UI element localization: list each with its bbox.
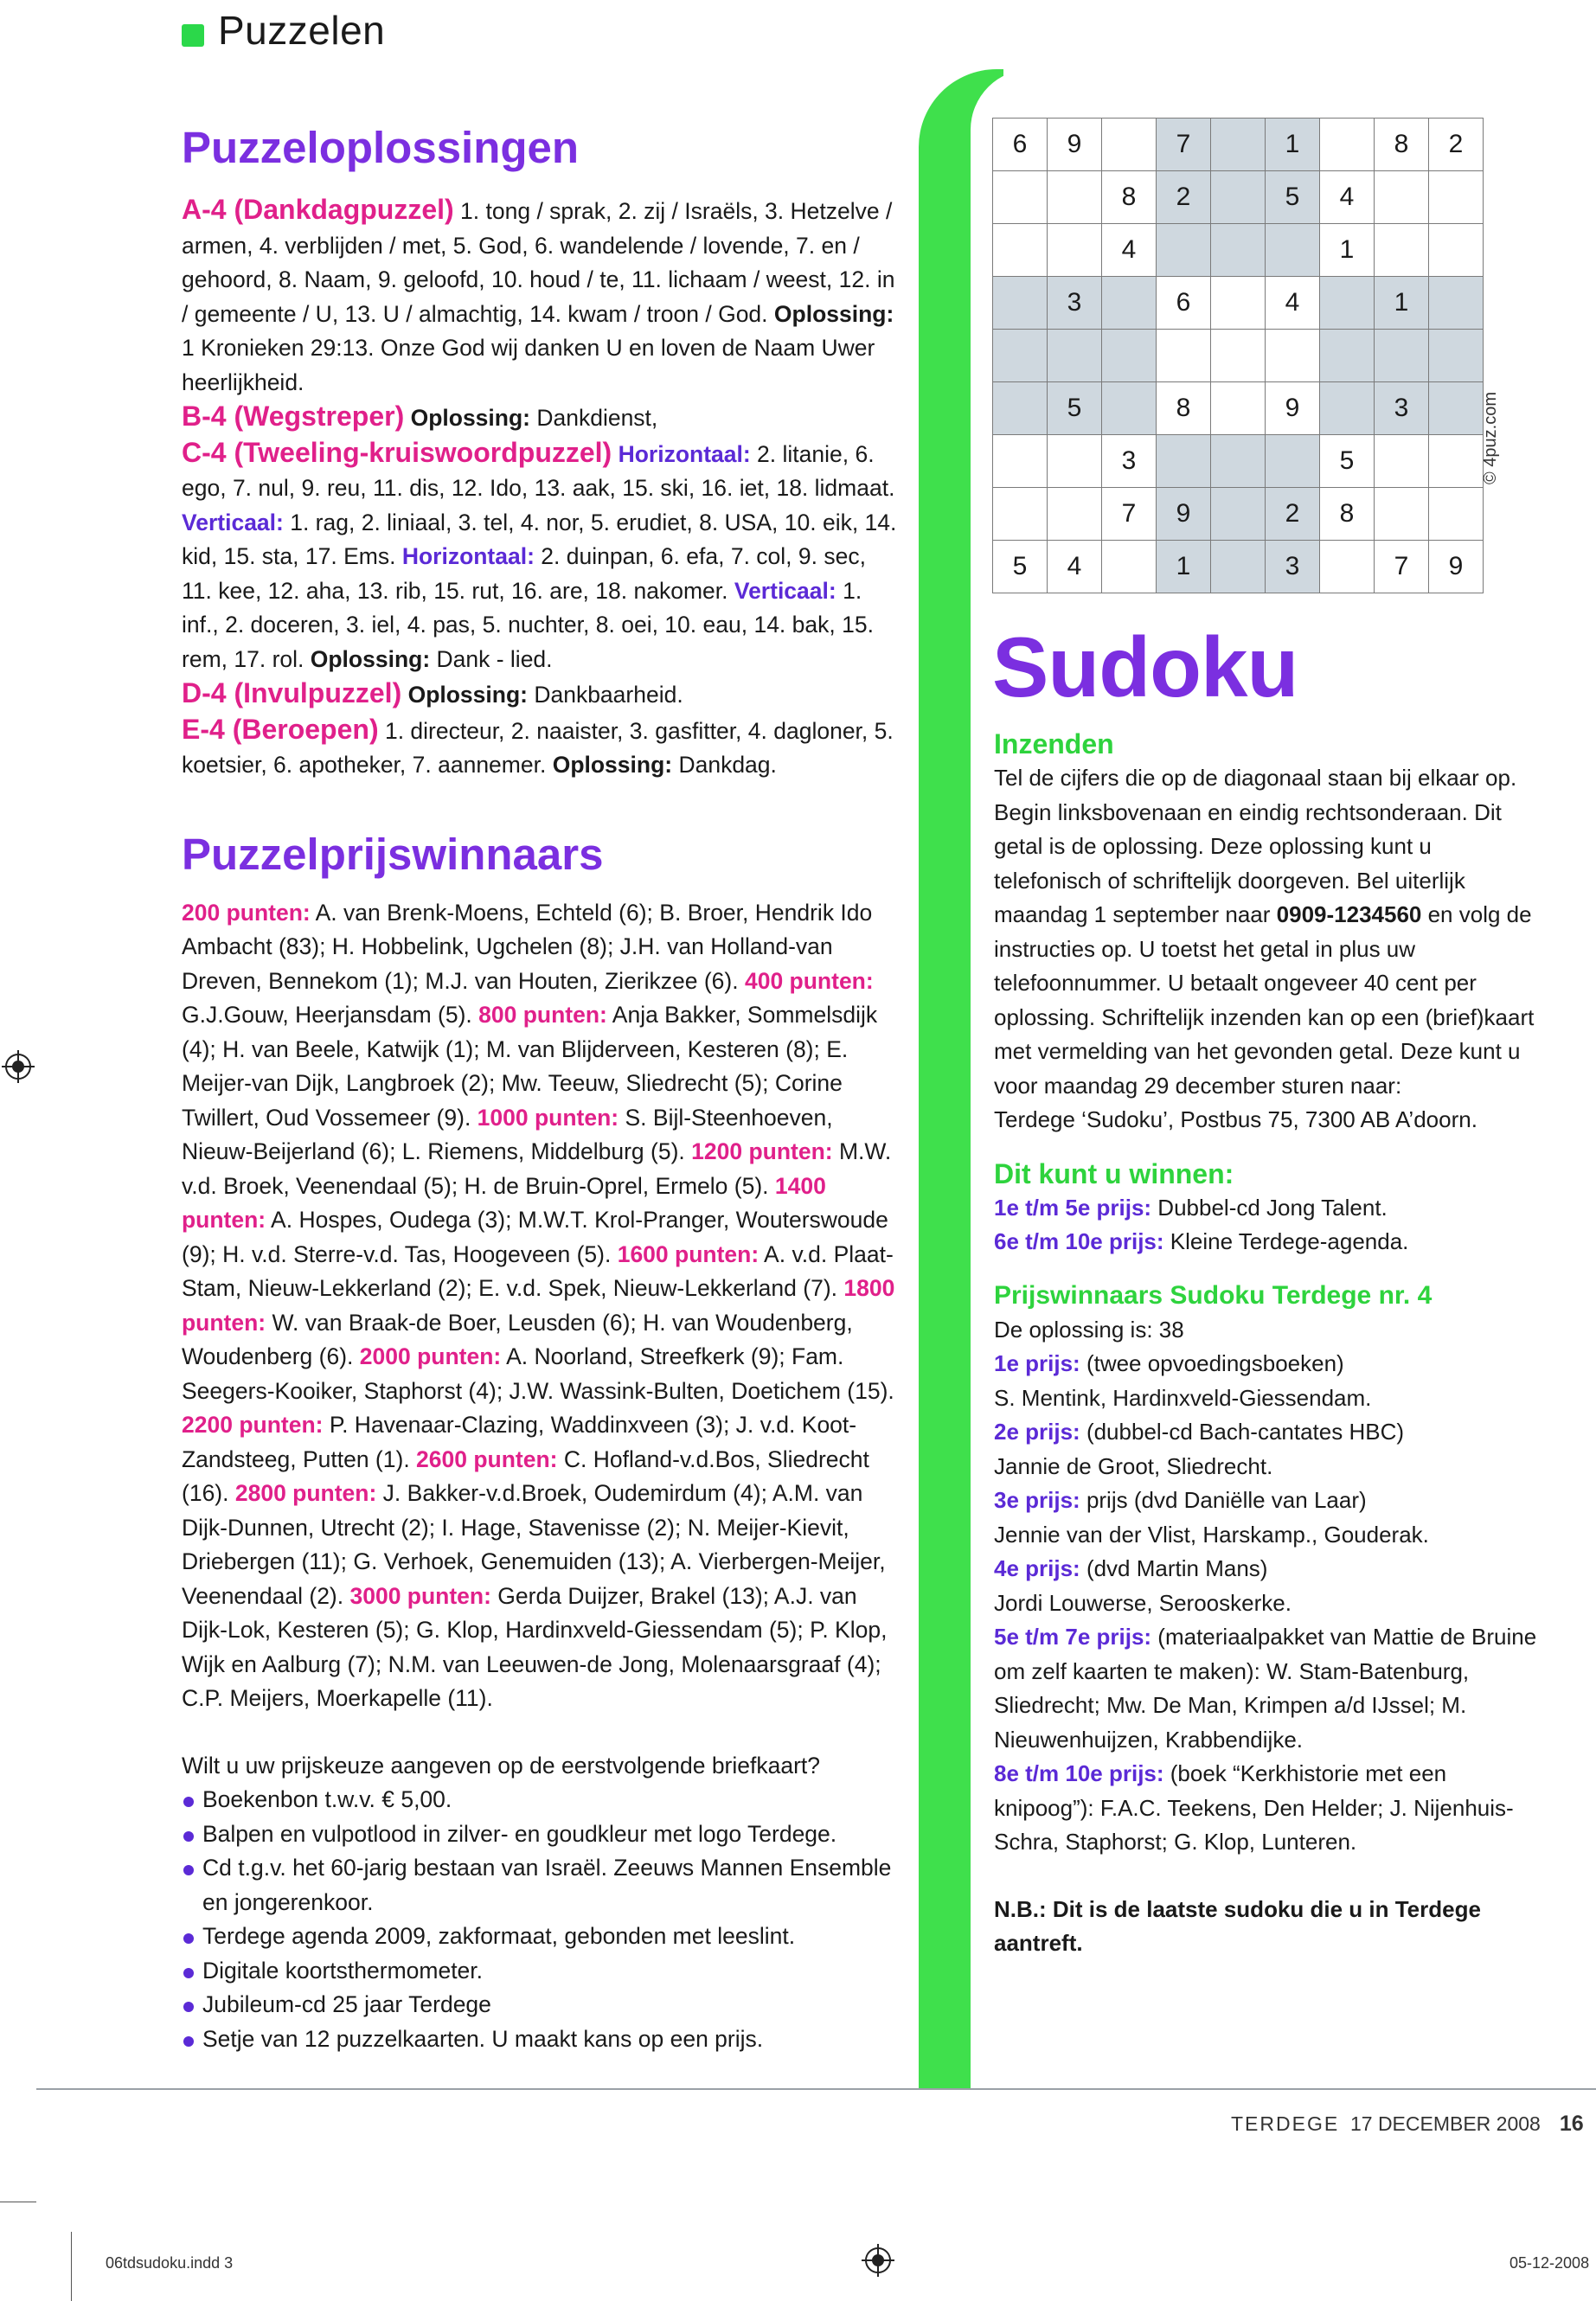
- page-footer: [1231, 2112, 1584, 2137]
- sudoku-cell: 7: [1157, 119, 1211, 171]
- registration-mark-icon: [865, 2247, 891, 2273]
- sudoku-cell: [1375, 171, 1429, 224]
- sudoku-cell: 3: [1375, 382, 1429, 435]
- prize-choice-list: [182, 1783, 900, 2056]
- copyright-note: © 4puz.com: [1481, 391, 1500, 484]
- sudoku-row: [993, 171, 1484, 224]
- sudoku-cell: 9: [1266, 382, 1320, 435]
- sudoku-cell: [1429, 224, 1484, 277]
- sudoku-row: [993, 277, 1484, 330]
- sudoku-cell: [1429, 330, 1484, 382]
- sudoku-cell: 5: [993, 541, 1048, 593]
- issue-date: 17 DECEMBER 2008: [1349, 2112, 1541, 2135]
- sudoku-cell: [1266, 435, 1320, 488]
- sudoku-cell: [1211, 382, 1266, 435]
- sudoku-cell: [1320, 330, 1375, 382]
- list-item: Balpen en vulpotlood in zilver- en goudkleur met logo Terdege.: [182, 1817, 900, 1852]
- sudoku-cell: [1211, 330, 1266, 382]
- crop-mark: [71, 2232, 72, 2301]
- sudoku-cell: 9: [1157, 488, 1211, 541]
- section-title: Puzzelen: [218, 8, 386, 53]
- sudoku-cell: [1048, 435, 1102, 488]
- sudoku-cell: [993, 330, 1048, 382]
- sudoku-cell: [1320, 119, 1375, 171]
- sudoku-cell: [1429, 488, 1484, 541]
- sudoku-cell: 7: [1102, 488, 1157, 541]
- sudoku-row: [993, 541, 1484, 593]
- puzzle-a4-heading: A-4 (Dankdagpuzzel): [182, 194, 454, 226]
- sudoku-cell: 4: [1320, 171, 1375, 224]
- sudoku-row: [993, 119, 1484, 171]
- magazine-name: TERDEGE: [1231, 2112, 1340, 2135]
- sudoku-row: [993, 330, 1484, 382]
- sudoku-cell: [1429, 277, 1484, 330]
- sudoku-cell: 6: [1157, 277, 1211, 330]
- sudoku-cell: [1102, 119, 1157, 171]
- sudoku-grid: [992, 118, 1484, 593]
- sudoku-cell: 8: [1375, 119, 1429, 171]
- sudoku-cell: 3: [1102, 435, 1157, 488]
- sudoku-cell: 5: [1048, 382, 1102, 435]
- prize-list: 1e t/m 5e prijs: Dubbel-cd Jong Talent. 6e t/m 10e prijs: Kleine Terdege-agenda.: [994, 1194, 1409, 1254]
- sudoku-cell: 3: [1048, 277, 1102, 330]
- sudoku-cell: [1157, 330, 1211, 382]
- sudoku-cell: [1211, 171, 1266, 224]
- sudoku-cell: [1320, 382, 1375, 435]
- sudoku-cell: 2: [1429, 119, 1484, 171]
- sudoku-winner-list: 1e prijs: (twee opvoedingsboeken) S. Mentink, Hardinxveld-Giessendam. 2e prijs: (dubbel-cd Bach-cantates HBC) Jannie de Groot, Sliedrecht. 3e prijs: prijs (dvd Daniëlle van Laar) Jennie van der Vlist, Harskamp., Gouderak. 4e prijs: (dvd Martin Mans) Jordi Louwerse, Serooskerke. 5e t/m 7e prijs: (materiaalpakket van Mattie de Bruine om zelf kaarten te maken): W. Stam-Batenburg, Sliedrecht; Mw. De Man, Krimpen a/d IJssel; M. Nieuwenhuijzen, Krabbendijke. 8e t/m 10e prijs: (boek “Kerkhistorie met een knipoog”): F.A.C. Teekens, Den Helder; J. Nijenhuis-Schra, Staphorst; G. Klop, Lunteren.: [994, 1350, 1537, 1855]
- sudoku-cell: [1211, 277, 1266, 330]
- list-item: Boekenbon t.w.v. € 5,00.: [182, 1783, 900, 1817]
- slug-filename: 06tdsudoku.indd 3: [106, 2254, 234, 2272]
- sudoku-cell: [1048, 488, 1102, 541]
- solutions-text: A-4 (Dankdagpuzzel) 1. tong / sprak, 2. zij / Israëls, 3. Hetzelve / armen, 4. verblijden / met, 5. God, 6. wandelende / lovende, 7. en / gehoord, 8. Naam, 9. geloofd, 10. houd / te, 11. lichaam / weest, 12. in / gemeente / U, 13. U / almachtig, 14. kwam / troon / God. Oplossing: 1 Kronieken 29:13. Onze God wij danken U en loven de Naam Uwer heerlijkheid. B-4 (Wegstreper) Oplossing: Dankdienst, C-4 (Tweeling-kruiswoordpuzzel) Horizontaal: 2. litanie, 6. ego, 7. nul, 9. reu, 11. dis, 12. Ido, 13. aak, 15. ski, 16. iet, 18. lidmaat. Verticaal: 1. rag, 2. liniaal, 3. tel, 4. nor, 5. erudiet, 8. USA, 10. eik, 14. kid, 15. sta, 17. Ems. Horizontaal: 2. duinpan, 6. efa, 7. col, 9. sec, 11. kee, 12. aha, 13. rib, 15. rut, 16. are, 18. nakomer. Verticaal: 1. inf., 2. doceren, 3. iel, 4. pas, 5. nuchter, 8. oei, 10. eau, 14. bak, 15. rem, 17. rol. Oplossing: Dank - lied. D-4 (Invulpuzzel) Oplossing: Dankbaarheid. E-4 (Beroepen) 1. directeur, 2. naaister, 3. gasfitter, 4. dagloner, 5. koetsier, 6. apotheker, 7. aannemer. Oplossing: Dankdag.: [182, 194, 897, 779]
- sudoku-cell: [993, 488, 1048, 541]
- sudoku-cell: 5: [1266, 171, 1320, 224]
- sudoku-cell: 2: [1266, 488, 1320, 541]
- sudoku-cell: [1266, 330, 1320, 382]
- sudoku-cell: [1429, 435, 1484, 488]
- sudoku-cell: [1102, 330, 1157, 382]
- sudoku-cell: [1048, 171, 1102, 224]
- sudoku-cell: 9: [1048, 119, 1102, 171]
- sudoku-cell: 4: [1048, 541, 1102, 593]
- right-column: [994, 727, 1539, 1961]
- sudoku-cell: [993, 382, 1048, 435]
- sudoku-row: [993, 435, 1484, 488]
- prize-choice-question: Wilt u uw prijskeuze aangeven op de eerstvolgende briefkaart?: [182, 1752, 821, 1779]
- sudoku-cell: 8: [1102, 171, 1157, 224]
- sudoku-cell: [1375, 330, 1429, 382]
- sudoku-cell: [1429, 171, 1484, 224]
- sudoku-answer: De oplossing is: 38: [994, 1316, 1184, 1343]
- slug-date: 05-12-2008: [1509, 2254, 1590, 2272]
- sudoku-cell: 8: [1320, 488, 1375, 541]
- send-in-heading: Inzenden: [994, 728, 1114, 760]
- send-in-instructions: Tel de cijfers die op de diagonaal staan bij elkaar op. Begin linksbovenaan en eindig rechtsonderaan. Dit getal is de oplossing. Deze oplossing kunt u telefonisch of schriftelijk doorgeven. Bel uiterlijk maandag 1 september naar 0909-1234560 en volg de instructies op. U toetst het getal in plus uw telefoonnummer. U betaalt ongeveer 40 cent per oplossing. Schriftelijk inzenden kan op een (brief)kaart met vermelding van het gevonden getal. Deze kunt u voor maandag 29 december sturen naar:: [994, 765, 1535, 1099]
- sudoku-cell: [1102, 541, 1157, 593]
- sudoku-row: [993, 224, 1484, 277]
- footer-rule: [36, 2088, 1596, 2090]
- sudoku-cell: [993, 171, 1048, 224]
- sudoku-cell: [1048, 330, 1102, 382]
- sudoku-title: Sudoku: [992, 619, 1298, 715]
- puzzle-d4-heading: D-4 (Invulpuzzel): [182, 677, 402, 709]
- sudoku-cell: 5: [1320, 435, 1375, 488]
- sudoku-cell: [1048, 224, 1102, 277]
- sudoku-cell: [1157, 224, 1211, 277]
- solutions-title: Puzzeloplossingen: [182, 123, 580, 172]
- send-in-address: Terdege ‘Sudoku’, Postbus 75, 7300 AB A’doorn.: [994, 1106, 1477, 1132]
- sudoku-cell: [1102, 382, 1157, 435]
- sudoku-cell: [1375, 488, 1429, 541]
- sudoku-cell: 1: [1157, 541, 1211, 593]
- winners-text: 200 punten: A. van Brenk-Moens, Echteld (6); B. Broer, Hendrik Ido Ambacht (83); H. Hobbelink, Ugchelen (8); J.H. van Holland-van Dreven, Bennekom (1); M.J. van Houten, Zierikzee (6). 400 punten: G.J.Gouw, Heerjansdam (5). 800 punten: Anja Bakker, Sommelsdijk (4); H. van Beele, Katwijk (1); M. van Blijderveen, Kesteren (8); E. Meijer-van Dijk, Langbroek (2); Mw. Teeuw, Sliedrecht (5); Corine Twillert, Oud Vossemeer (9). 1000 punten: S. Bijl-Steenhoeven, Nieuw-Beijerland (6); L. Riemens, Middelburg (5). 1200 punten: M.W. v.d. Broek, Veenendaal (5); H. de Bruin-Oprel, Ermelo (5). 1400 punten: A. Hospes, Oudega (3); M.W.T. Krol-Pranger, Wouterswoude (9); H. v.d. Sterre-v.d. Tas, Hoogeveen (5). 1600 punten: A. v.d. Plaat-Stam, Nieuw-Lekkerland (2); E. v.d. Spek, Nieuw-Lekkerland (7). 1800 punten: W. van Braak-de Boer, Leusden (6); H. van Woudenberg, Woudenberg (6). 2000 punten: A. Noorland, Streefkerk (9); Fam. Seegers-Kooiker, Staphorst (4); J.W. Wassink-Bulten, Doetichem (15). 2200 punten: P. Havenaar-Clazing, Waddinxveen (3); J. v.d. Koot-Zandsteeg, Putten (1). 2600 punten: C. Hofland-v.d.Bos, Sliedrecht (16). 2800 punten: J. Bakker-v.d.Broek, Oudemirdum (4); A.M. van Dijk-Dunnen, Utrecht (2); I. Hage, Stavenisse (2); N. Meijer-Kievit, Driebergen (11); G. Verhoek, Genemuiden (13); A. Vierbergen-Meijer, Veenendaal (2). 3000 punten: Gerda Duijzer, Brakel (13); A.J. van Dijk-Lok, Kesteren (5); G. Klop, Hardinxveld-Giessendam (5); P. Klop, Wijk en Aalburg (7); N.M. van Leeuwen-de Jong, Molenaarsgraaf (4); C.P. Meijers, Moerkapelle (11).: [182, 899, 895, 1712]
- sudoku-cell: 8: [1157, 382, 1211, 435]
- sudoku-cell: 4: [1102, 224, 1157, 277]
- sudoku-cell: [1266, 224, 1320, 277]
- sudoku-cell: [1320, 541, 1375, 593]
- sudoku-cell: [1429, 382, 1484, 435]
- puzzle-c4-heading: C-4 (Tweeling-kruiswoordpuzzel): [182, 436, 612, 468]
- sudoku-cell: 9: [1429, 541, 1484, 593]
- section-marker: [182, 24, 204, 47]
- list-item: Setje van 12 puzzelkaarten. U maakt kans op een prijs.: [182, 2022, 900, 2057]
- left-column: [182, 121, 900, 2056]
- sudoku-cell: [993, 224, 1048, 277]
- sudoku-cell: [1211, 224, 1266, 277]
- sudoku-cell: 6: [993, 119, 1048, 171]
- sudoku-row: [993, 382, 1484, 435]
- sudoku-cell: [1211, 119, 1266, 171]
- sudoku-row: [993, 488, 1484, 541]
- list-item: Terdege agenda 2009, zakformaat, gebonden met leeslint.: [182, 1920, 900, 1954]
- sudoku-cell: 1: [1266, 119, 1320, 171]
- sudoku-cell: [993, 277, 1048, 330]
- page-number: 16: [1559, 2112, 1584, 2136]
- sudoku-cell: 3: [1266, 541, 1320, 593]
- list-item: Digitale koortsthermometer.: [182, 1954, 900, 1989]
- sudoku-cell: [1157, 435, 1211, 488]
- sudoku-cell: [993, 435, 1048, 488]
- list-item: Jubileum-cd 25 jaar Terdege: [182, 1988, 900, 2022]
- phone-number: 0909-1234560: [1276, 901, 1422, 927]
- sudoku-cell: [1211, 488, 1266, 541]
- sudoku-cell: 2: [1157, 171, 1211, 224]
- win-heading: Dit kunt u winnen:: [994, 1157, 1234, 1189]
- winners-title: Puzzelprijswinnaars: [182, 829, 604, 879]
- sudoku-cell: [1211, 435, 1266, 488]
- sudoku-cell: [1375, 224, 1429, 277]
- sudoku-cell: 7: [1375, 541, 1429, 593]
- sudoku-cell: 4: [1266, 277, 1320, 330]
- sudoku-cell: 1: [1320, 224, 1375, 277]
- sudoku-cell: 1: [1375, 277, 1429, 330]
- sudoku-cell: [1375, 435, 1429, 488]
- last-sudoku-note: N.B.: Dit is de laatste sudoku die u in Terdege aantreft.: [994, 1895, 1481, 1956]
- list-item: Cd t.g.v. het 60-jarig bestaan van Israël. Zeeuws Mannen Ensemble en jongerenkoor.: [182, 1851, 900, 1920]
- puzzle-e4-heading: E-4 (Beroepen): [182, 713, 379, 745]
- sudoku-winners-heading: Prijswinnaars Sudoku Terdege nr. 4: [994, 1280, 1433, 1310]
- sudoku-cell: [1102, 277, 1157, 330]
- sudoku-cell: [1211, 541, 1266, 593]
- puzzle-b4-heading: B-4 (Wegstreper): [182, 401, 405, 433]
- sudoku-cell: [1320, 277, 1375, 330]
- registration-mark-icon: [5, 1054, 31, 1080]
